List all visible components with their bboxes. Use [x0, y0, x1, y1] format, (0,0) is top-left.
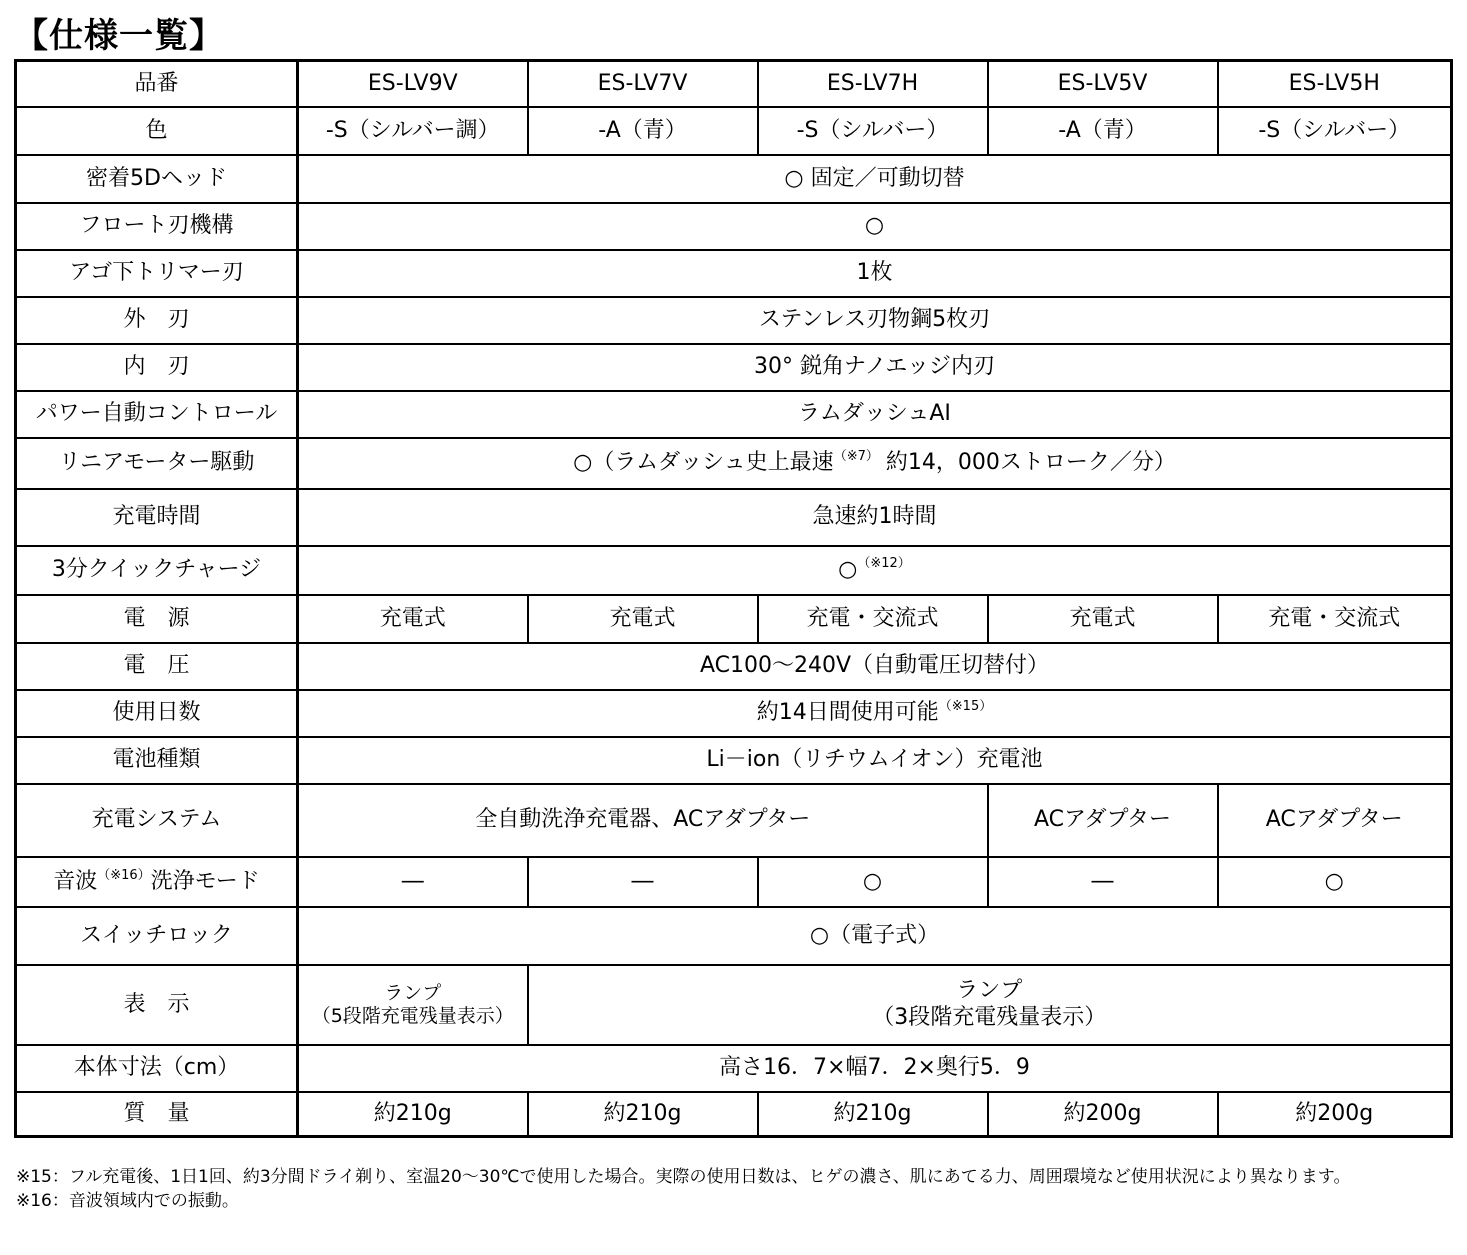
row-label: [16, 857, 298, 907]
table-cell: 高さ16．7×幅7．2×奥行5．9: [298, 1045, 1452, 1092]
table-row-charge-time: [16, 489, 1452, 546]
table-cell: [528, 965, 1452, 1045]
table-cell: ○: [1218, 857, 1452, 907]
table-cell: ステンレス刃物鋼5枚刃: [298, 297, 1452, 344]
table-cell: [298, 438, 1452, 489]
cell-text: 音波: [53, 868, 98, 894]
table-cell: [298, 690, 1452, 737]
row-label: 本体寸法（cm）: [16, 1045, 298, 1092]
row-label: フロート刃機構: [16, 203, 298, 250]
row-label: 電 源: [16, 595, 298, 643]
row-label: 充電時間: [16, 489, 298, 546]
table-row-motor: [16, 438, 1452, 489]
table-cell: ○: [758, 857, 988, 907]
row-label: 電 圧: [16, 643, 298, 690]
table-cell: 約200g: [1218, 1092, 1452, 1137]
table-cell: ES-LV7V: [528, 61, 758, 107]
table-cell: -A（青）: [988, 107, 1218, 155]
cell-text: ランプ: [384, 981, 442, 1004]
table-row-inner-blade: [16, 344, 1452, 391]
table-cell: ES-LV5V: [988, 61, 1218, 107]
table-cell: 急速約1時間: [298, 489, 1452, 546]
row-label: 品番: [16, 61, 298, 107]
table-cell: 約200g: [988, 1092, 1218, 1137]
table-row-charger: [16, 784, 1452, 857]
footnote-16: ※16：音波領域内での振動。: [16, 1191, 239, 1211]
table-cell: ACアダプター: [988, 784, 1218, 857]
footnote-marker: （※16）: [97, 867, 151, 883]
table-row-days: [16, 690, 1452, 737]
row-label: 色: [16, 107, 298, 155]
table-cell: ○ 固定／可動切替: [298, 155, 1452, 203]
row-label: 内 刃: [16, 344, 298, 391]
row-label: 充電システム: [16, 784, 298, 857]
table-row-quick: [16, 546, 1452, 595]
table-cell: -S（シルバー）: [758, 107, 988, 155]
table-cell: ラムダッシュAI: [298, 391, 1452, 438]
table-cell: ―: [988, 857, 1218, 907]
table-cell: 約210g: [528, 1092, 758, 1137]
cell-text: ○（ラムダッシュ史上最速: [573, 450, 834, 476]
row-label: 使用日数: [16, 690, 298, 737]
row-label: 電池種類: [16, 737, 298, 784]
row-label: 外 刃: [16, 297, 298, 344]
table-cell: 充電・交流式: [1218, 595, 1452, 643]
page-title: 【仕様一覧】: [14, 16, 224, 56]
table-row-power-source: [16, 595, 1452, 643]
table-cell: 充電式: [528, 595, 758, 643]
row-label: 表 示: [16, 965, 298, 1045]
row-label: リニアモーター駆動: [16, 438, 298, 489]
cell-text: （3段階充電残量表示）: [872, 1004, 1107, 1030]
table-row-size: [16, 1045, 1452, 1092]
spec-table: [14, 59, 1453, 1138]
table-cell: 充電・交流式: [758, 595, 988, 643]
table-cell: ○: [298, 203, 1452, 250]
table-cell: ○（電子式）: [298, 907, 1452, 965]
table-cell: ACアダプター: [1218, 784, 1452, 857]
footnote-15: ※15：フル充電後、1日1回、約3分間ドライ剃り、室温20～30℃で使用した場合。実際の使用日数は、ヒゲの濃さ、肌にあてる力、周囲環境など使用状況により異なります。: [16, 1167, 1351, 1187]
cell-text: （5段階充電残量表示）: [311, 1004, 514, 1027]
row-label: 密着5Dヘッド: [16, 155, 298, 203]
table-cell: 30° 鋭角ナノエッジ内刃: [298, 344, 1452, 391]
table-cell: -A（青）: [528, 107, 758, 155]
table-row-trimmer: [16, 250, 1452, 297]
table-cell: 約210g: [298, 1092, 528, 1137]
row-label: アゴ下トリマー刃: [16, 250, 298, 297]
table-cell: ES-LV7H: [758, 61, 988, 107]
table-cell: -S（シルバー）: [1218, 107, 1452, 155]
row-label: パワー自動コントロール: [16, 391, 298, 438]
cell-text: 約14日間使用可能: [756, 700, 939, 726]
table-cell: -S（シルバー調）: [298, 107, 528, 155]
table-cell: 全自動洗浄充電器、ACアダプター: [298, 784, 988, 857]
table-row-model: [16, 61, 1452, 107]
cell-text: ランプ: [956, 978, 1023, 1004]
table-cell: ―: [298, 857, 528, 907]
table-cell: [298, 965, 528, 1045]
table-cell: 約210g: [758, 1092, 988, 1137]
table-row-float: [16, 203, 1452, 250]
table-row-head: [16, 155, 1452, 203]
table-row-color: [16, 107, 1452, 155]
table-row-power: [16, 391, 1452, 438]
table-cell: 充電式: [298, 595, 528, 643]
table-cell: AC100～240V（自動電圧切替付）: [298, 643, 1452, 690]
table-cell: Li－ion（リチウムイオン）充電池: [298, 737, 1452, 784]
table-cell: 充電式: [988, 595, 1218, 643]
table-row-lock: [16, 907, 1452, 965]
table-row-voltage: [16, 643, 1452, 690]
table-cell: [298, 546, 1452, 595]
cell-text: ○: [838, 557, 858, 583]
footnotes: [16, 1165, 1452, 1213]
row-label: 3分クイックチャージ: [16, 546, 298, 595]
table-cell: 1枚: [298, 250, 1452, 297]
table-cell: ES-LV9V: [298, 61, 528, 107]
footnote-marker: （※7）: [833, 449, 879, 465]
table-cell: ―: [528, 857, 758, 907]
table-cell: ES-LV5H: [1218, 61, 1452, 107]
footnote-marker: （※15）: [938, 699, 993, 715]
table-row-sonic: [16, 857, 1452, 907]
cell-text: 洗浄モード: [150, 868, 260, 894]
table-row-display: [16, 965, 1452, 1045]
table-row-weight: [16, 1092, 1452, 1137]
row-label: 質 量: [16, 1092, 298, 1137]
table-row-outer-blade: [16, 297, 1452, 344]
footnote-marker: （※12）: [857, 556, 911, 572]
row-label: スイッチロック: [16, 907, 298, 965]
table-row-battery: [16, 737, 1452, 784]
cell-text: 約14，000ストローク／分）: [878, 450, 1176, 476]
